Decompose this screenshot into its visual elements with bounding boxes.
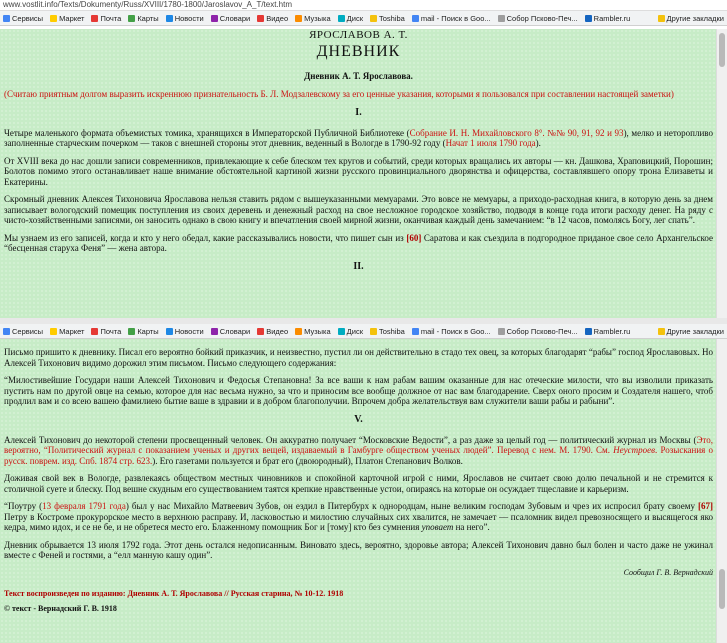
news-icon: [166, 328, 173, 335]
footnote-link[interactable]: Собрание И. Н. Михайловского 8°. №№ 90, 91, 92 и 93: [409, 127, 624, 138]
paragraph-2: От XVIII века до нас дошли записи современников, привлекающие к себе блеском тех кругов и событий, среди которых вращались их авторы — кн. Дашкова, Храповицкий, Порошин; Болотов помимо этого останавливает наше внимание обстоятельной картиной жизни русского провинциального дворянства и офицерства, составлявшего опору трона Елизаветы и Екатерины.: [4, 155, 713, 187]
document-content-top: [0, 29, 727, 318]
mail-icon: [91, 15, 98, 22]
paragraph-newspapers: Алексей Тихонович до некоторой степени просвещенный человек. Он аккуратно получает “Московские Ведости”, а раз даже за целый год — политический журнал из Москвы (Это, вероятно, “Политический журнал с показанием ученых и других вещей, издаваемый в Гамбурге обществом ученых людей”. Перевод с нем. М. 1790. См. Неустроев. Розыскания о русск. поврем. изд. Спб. 1874 стр. 623.). Его газетами пользуется и брат его (двоюродный), Платон Степанович Волков.: [4, 434, 713, 466]
apps-icon: [3, 328, 10, 335]
bookmark-dictionaries[interactable]: Словари: [211, 14, 250, 23]
news-icon: [166, 15, 173, 22]
address-url[interactable]: www.vostlit.info/Texts/Dokumenty/Russ/XVIII/1780-1800/Jaroslavov_A_T/text.htm: [3, 0, 293, 9]
bookmark-market[interactable]: Маркет: [50, 327, 84, 336]
folder-icon: [658, 15, 665, 22]
market-icon: [50, 328, 57, 335]
bookmark-toshiba[interactable]: Toshiba: [370, 14, 405, 23]
rambler-icon: [585, 328, 592, 335]
other-bookmarks[interactable]: Другие закладки: [658, 14, 724, 23]
bookmark-video[interactable]: Видео: [257, 14, 288, 23]
bookmark-disk[interactable]: Диск: [338, 327, 363, 336]
author-heading: ЯРОСЛАВОВ А. Т.: [309, 29, 408, 41]
copyright-line: © текст - Вернадский Г. В. 1918: [4, 603, 117, 613]
scrollbar-bottom[interactable]: [716, 339, 727, 643]
bookmark-cathedral[interactable]: Собор Псково-Печ...: [498, 14, 578, 23]
bookmark-mail[interactable]: Почта: [91, 14, 121, 23]
maps-icon: [128, 328, 135, 335]
bookmark-market[interactable]: Маркет: [50, 14, 84, 23]
paragraph-1: Четыре маленького формата объемистых томика, хранящихся в Императорской Публичной Библиотеке (Собрание И. Н. Михайловского 8°. №№ 90, 91, 92 и 93), мелко и неторопливо заполненные старческим почерком — таков с внешней стороны этот дневник, веденный в Вологде в 1790-92 году (Начат 1 июля 1790 года).: [4, 127, 713, 148]
browser-chrome: [0, 324, 727, 339]
signature-line: Сообщил Г. В. Вернадский: [623, 567, 713, 577]
scrollbar-top[interactable]: [716, 29, 727, 318]
bookmark-music[interactable]: Музыка: [295, 327, 331, 336]
bookmark-cathedral[interactable]: Собор Псково-Печ...: [498, 327, 578, 336]
dictionary-icon: [211, 15, 218, 22]
google-icon: [412, 15, 419, 22]
document-content-bottom: [0, 339, 727, 643]
mail-icon: [91, 328, 98, 335]
bookmark-dictionaries[interactable]: Словари: [211, 327, 250, 336]
browser-chrome: [0, 0, 727, 26]
footnote-link[interactable]: Начат 1 июля 1790 года: [445, 138, 536, 148]
maps-icon: [128, 15, 135, 22]
paragraph-letter: “Милостивейшие Государи наши Алексей Тихонович и Федосья Степановна! За все ваши к нам рабам вашим оказанные для нас отеческие милости, что вы изволили приказать пустить нам по другой овце на семью, которое для нас весьма нужно, за что и приносим все вообще должное от нас вам благодарение. Сверх оного просим и Создателя нашего, чтоб продлил вам и со всею вашею фамилиею бытие ваше в здравии и в добром благополучии. Впрочем добра желательствуя вам служители ваши рабы и рабыни”.: [4, 375, 713, 406]
section-heading-1: I.: [355, 106, 362, 118]
source-credit: Текст воспроизведен по изданию: Дневник А. Т. Ярославова // Русская старина, № 10-12. 1918: [4, 588, 344, 598]
paragraph-4: Мы узнаем из его записей, когда и кто у него обедал, какие рассказывались новости, что пишет сын из [60] Саратова и как съездила в подгородное приданое свое село Архангельское “бесценная старуха Феня” — жена автора.: [4, 232, 713, 253]
disk-icon: [338, 328, 345, 335]
page-icon: [498, 15, 505, 22]
market-icon: [50, 15, 57, 22]
bookmark-mail[interactable]: Почта: [91, 327, 121, 336]
video-icon: [257, 328, 264, 335]
document-subtitle: Дневник А. Т. Ярославова.: [304, 71, 413, 81]
acknowledgement-note[interactable]: (Считаю приятным долгом выразить искреннюю признательность Б. Л. Модзалевскому за его ценные указания, которыми я пользовался при составлении настоящей заметки): [4, 89, 674, 99]
scrollbar-thumb[interactable]: [719, 33, 725, 67]
paragraph-zubov: “Поутру (13 февраля 1791 года) был у нас Михайло Матвеевич Зубов, он ездил в Питербурх к однородцам, ныне великим господам Зубовым и чрез их испросил брату своему [67] Петру в Костроме прокурорское место в верхнюю расправу. И, ласковостью и милостию случайных сих хвалится, не замечает — псаломник видел превозносящего и высящегося яко кедра, мимо идох, и се не бе, и не обретеся место его. Блаженному помощник Бог и [тому] кто без сумнения уповает на него”.: [4, 501, 713, 532]
bookmark-toshiba[interactable]: Toshiba: [370, 327, 405, 336]
paragraph-3: Скромный дневник Алексея Тихоновича Ярославова нельзя ставить рядом с вышеуказанными мемуарами. Это вовсе не мемуары, а приходо-расходная книга, в которую день за днем записывает вологодский помещик поступления из своих деревень и денежный расход на свое несложное городское хозяйство, подводя в конце года итоги расходу денег. На ряду с чисто-хозяйственными записями, он заносить однако в свою книгу и впечатления своей мирной жизни, оканчивая каждый день замечанием: “в 12 часов, помолясь Богу, лег спать”.: [4, 194, 713, 225]
bookmark-services[interactable]: Сервисы: [3, 14, 43, 23]
folder-icon: [658, 328, 665, 335]
paragraph-vologda: Доживая свой век в Вологде, развлекаясь обществом местных чиновников и спокойной карточной игрой с ними, Ярославов не считает свою долю печальной и не стремится к столичной суете и блеску. Под вешне скудным его существованием таятся крепкие нравственные устои, опираясь на которые он осуждает тщеславие и карьеризм.: [4, 473, 713, 494]
bookmark-maps[interactable]: Карты: [128, 327, 158, 336]
bookmark-google-search[interactable]: mail - Поиск в Goo...: [412, 327, 491, 336]
browser-window-top: [0, 0, 727, 318]
bookmark-google-search[interactable]: mail - Поиск в Goo...: [412, 14, 491, 23]
folder-icon: [370, 328, 377, 335]
bookmarks-bar: [0, 324, 727, 338]
section-heading-2: II.: [353, 260, 364, 272]
folder-icon: [370, 15, 377, 22]
bookmark-rambler[interactable]: Rambler.ru: [585, 14, 631, 23]
disk-icon: [338, 15, 345, 22]
google-icon: [412, 328, 419, 335]
bookmark-maps[interactable]: Карты: [128, 14, 158, 23]
paragraph-ending: Дневник обрывается 13 июля 1792 года. Этот день остался недописанным. Виновато здесь, вероятно, здоровье автора; Алексей Тихонович давно был болен и часто даже не ужинал вместе с Феней и гостями, а “елл манную кашу один”.: [4, 539, 713, 560]
other-bookmarks[interactable]: Другие закладки: [658, 327, 724, 336]
music-icon: [295, 328, 302, 335]
browser-window-bottom: [0, 318, 727, 643]
apps-icon: [3, 15, 10, 22]
dictionary-icon: [211, 328, 218, 335]
bookmark-rambler[interactable]: Rambler.ru: [585, 327, 631, 336]
page-marker: [67]: [698, 501, 713, 511]
page-icon: [498, 328, 505, 335]
bookmarks-bar: [0, 11, 727, 25]
paragraph-letter-intro: Письмо пришито к дневнику. Писал его вероятно бойкий приказчик, и неизвестно, пустил ли он действительно в стадо тех овец, за которых благодарят “рабы” господ Ярославовых. Но Алексей Тихонович видимо дорожил этим письмом. Письмо следующего содержания:: [4, 347, 713, 368]
footnote-link[interactable]: Это, вероятно, “Политический журнал с показанием ученых и других вещей, издаваемый в Гамбурге обществом ученых людей”. Перевод с нем. М. 1790. См. Неустроев. Розыскания о русск. поврем. изд. Спб. 1874 стр. 623.: [4, 434, 713, 466]
footnote-link[interactable]: 13 февраля 1791 года: [42, 501, 126, 511]
bookmark-disk[interactable]: Диск: [338, 14, 363, 23]
address-bar[interactable]: [0, 0, 727, 11]
page-marker: [60]: [406, 232, 422, 243]
bookmark-news[interactable]: Новости: [166, 327, 204, 336]
music-icon: [295, 15, 302, 22]
video-icon: [257, 15, 264, 22]
bookmark-news[interactable]: Новости: [166, 14, 204, 23]
rambler-icon: [585, 15, 592, 22]
bookmark-services[interactable]: Сервисы: [3, 327, 43, 336]
page-title: ДНЕВНИК: [316, 43, 401, 60]
section-heading-5: V.: [354, 413, 363, 425]
bookmark-video[interactable]: Видео: [257, 327, 288, 336]
bookmark-music[interactable]: Музыка: [295, 14, 331, 23]
scrollbar-thumb[interactable]: [719, 569, 725, 609]
